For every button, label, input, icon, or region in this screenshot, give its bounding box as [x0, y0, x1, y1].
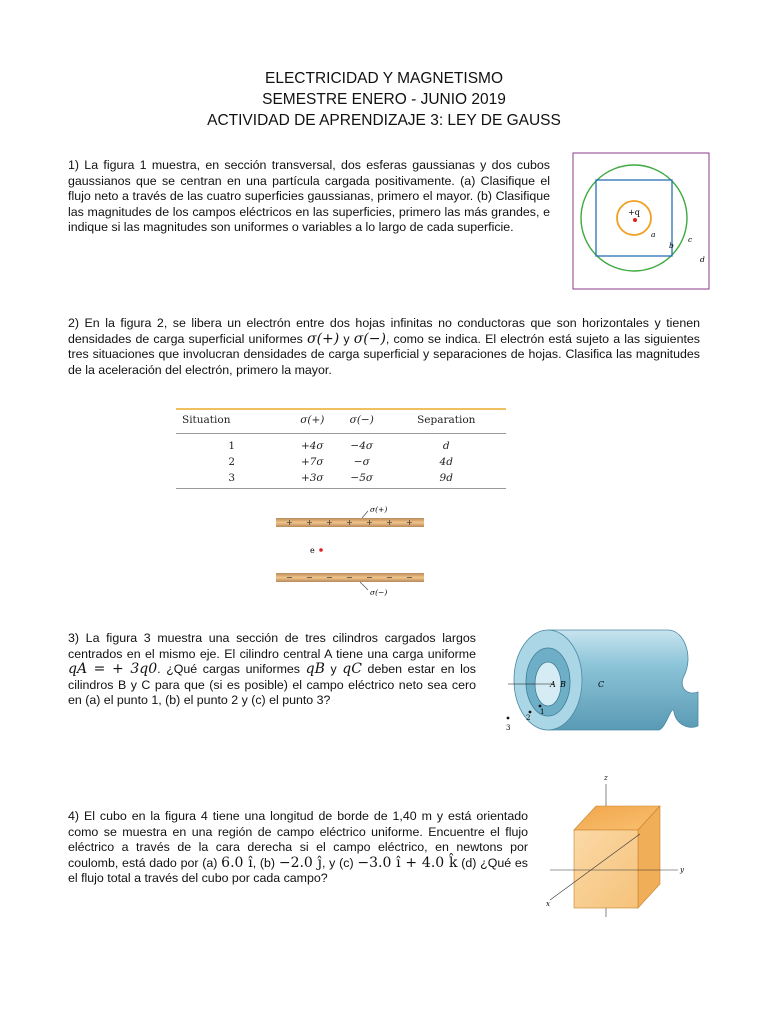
figure-1-frame — [573, 153, 709, 289]
table-row — [176, 470, 506, 489]
qc-symbol: qC — [342, 661, 362, 678]
label-A: A — [550, 680, 556, 689]
table-row — [176, 454, 506, 470]
table-row — [176, 434, 506, 455]
cell: 3 — [176, 470, 288, 489]
q4-sep-c: , y (c) — [321, 855, 358, 870]
q2-part1: 2) En la figura 2, se libera un electrón entre dos hojas infinitas no conductoras que son horizontales y tienen densidades de carga superficial uniformes — [68, 316, 700, 346]
q4-sep-b: , (b) — [252, 855, 279, 870]
q3-part2: . ¿Qué cargas uniformes — [157, 662, 306, 677]
plus-sign: + — [386, 518, 393, 527]
col-sigma-plus: σ(+) — [288, 409, 337, 434]
point-2-label: 2 — [526, 714, 531, 722]
q3-part3: deben estar en los cilindros B y C para que (si es posible) el campo eléctrico neto sea cero en (a) el punto 1, (b) el punto 2 y (c) el punto 3? — [68, 662, 476, 708]
label-B: B — [560, 680, 566, 689]
electron-dot — [319, 548, 323, 552]
minus-sign: − — [346, 573, 353, 582]
situation-table — [176, 408, 506, 489]
figure-4 — [540, 772, 700, 922]
point-1-label: 1 — [540, 708, 545, 716]
point-3-label: 3 — [506, 724, 511, 732]
qb-symbol: qB — [305, 661, 325, 678]
question-4-text — [68, 809, 528, 887]
label-b: b — [669, 241, 674, 250]
label-a: a — [651, 230, 656, 239]
page-header — [0, 68, 768, 131]
charge-label: +q — [628, 208, 640, 217]
figure-3 — [498, 626, 718, 738]
cell: 4d — [439, 456, 453, 468]
q4-part1: 4) El cubo en la figura 4 tiene una longitud de borde de 1,40 m y está orientado como se muestra en una región de campo eléctrico uniforme. Encuentre el flujo eléctrico a través de la cara derecha si el campo eléctrico, en newtons por coulomb, está dado por (a) — [68, 809, 528, 870]
cell: 2 — [228, 456, 236, 468]
minus-sign: − — [406, 573, 413, 582]
minus-sign: − — [386, 573, 393, 582]
question-1-text: 1) La figura 1 muestra, en sección transversal, dos esferas gaussianas y dos cubos gaussianos que se centran en una partícula cargada positivamente. (a) Clasifique el flujo neto a través de las cuatro superficies gaussianas, primero el mayor. (b) Clasifique las magnitudes de los campos eléctricos en las superficies, primero las más grandes, e indique si las magnitudes son uniformes o variables a lo largo de cada superficie. — [68, 158, 550, 235]
plus-sign: + — [326, 518, 333, 527]
minus-sign: − — [366, 573, 373, 582]
point-1-dot — [539, 705, 542, 708]
sigma-plus: σ(+) — [307, 330, 340, 347]
col-sigma-minus: σ(−) — [337, 409, 386, 434]
cell: −4σ — [350, 440, 374, 452]
plus-sign: + — [346, 518, 353, 527]
cell: −5σ — [337, 470, 386, 489]
axis-x-label: x — [546, 900, 550, 908]
point-2-dot — [529, 711, 532, 714]
cell: d — [442, 440, 450, 452]
cell: +4σ — [300, 440, 324, 452]
label-d: d — [700, 255, 705, 264]
col-separation: Separation — [387, 409, 507, 434]
field-a: 6.0 î — [221, 854, 253, 871]
top-sheet-label: σ(+) — [370, 505, 388, 514]
question-2-text — [68, 316, 700, 378]
q3-and: y — [324, 662, 343, 677]
figure-2 — [270, 502, 430, 600]
cube-front — [574, 830, 638, 908]
cell: −σ — [353, 456, 370, 468]
q2-and: y — [339, 331, 354, 346]
cell: +3σ — [288, 470, 337, 489]
minus-sign: − — [326, 573, 333, 582]
col-situation: Situation — [176, 409, 288, 434]
minus-sign: − — [286, 573, 293, 582]
cell: 1 — [228, 440, 236, 452]
electron-label: e — [310, 546, 315, 555]
charge-dot — [633, 218, 637, 222]
activity-title: ACTIVIDAD DE APRENDIZAJE 3: LEY DE GAUSS — [207, 112, 561, 129]
semester: SEMESTRE ENERO - JUNIO 2019 — [262, 91, 506, 108]
bottom-sheet-label: σ(−) — [370, 588, 388, 597]
question-3-text — [68, 631, 476, 709]
label-c: c — [688, 235, 693, 244]
figure-1 — [572, 152, 710, 290]
sigma-minus: σ(−) — [353, 330, 386, 347]
field-b: −2.0 ĵ — [278, 854, 322, 871]
minus-sign: − — [306, 573, 313, 582]
cell: 9d — [387, 470, 507, 489]
plus-sign: + — [306, 518, 313, 527]
q3-part1: 3) La figura 3 muestra una sección de tres cilindros cargados largos centrados en el mismo eje. El cilindro central A tiene una carga uniforme — [68, 631, 476, 661]
q4-part2: (d) ¿Qué es el flujo total a través del cubo por cada campo? — [68, 855, 528, 886]
course-title: ELECTRICIDAD Y MAGNETISMO — [265, 70, 503, 87]
field-c: −3.0 î + 4.0 k̂ — [357, 854, 458, 871]
axis-y-label: y — [680, 866, 684, 874]
qa-expression: qA = + 3q0 — [68, 661, 158, 678]
q2-part2: , como se indica. El electrón está sujeto a las siguientes tres situaciones que involucran densidades de carga superficial y separaciones de hojas. Clasifica las magnitudes de la aceleración del electrón, primero la mayor. — [68, 331, 700, 377]
label-C: C — [598, 680, 605, 689]
plus-sign: + — [406, 518, 413, 527]
plus-sign: + — [366, 518, 373, 527]
axis-z-label: z — [604, 774, 608, 782]
plus-sign: + — [286, 518, 293, 527]
cell: +7σ — [300, 456, 324, 468]
point-3-dot — [507, 717, 510, 720]
